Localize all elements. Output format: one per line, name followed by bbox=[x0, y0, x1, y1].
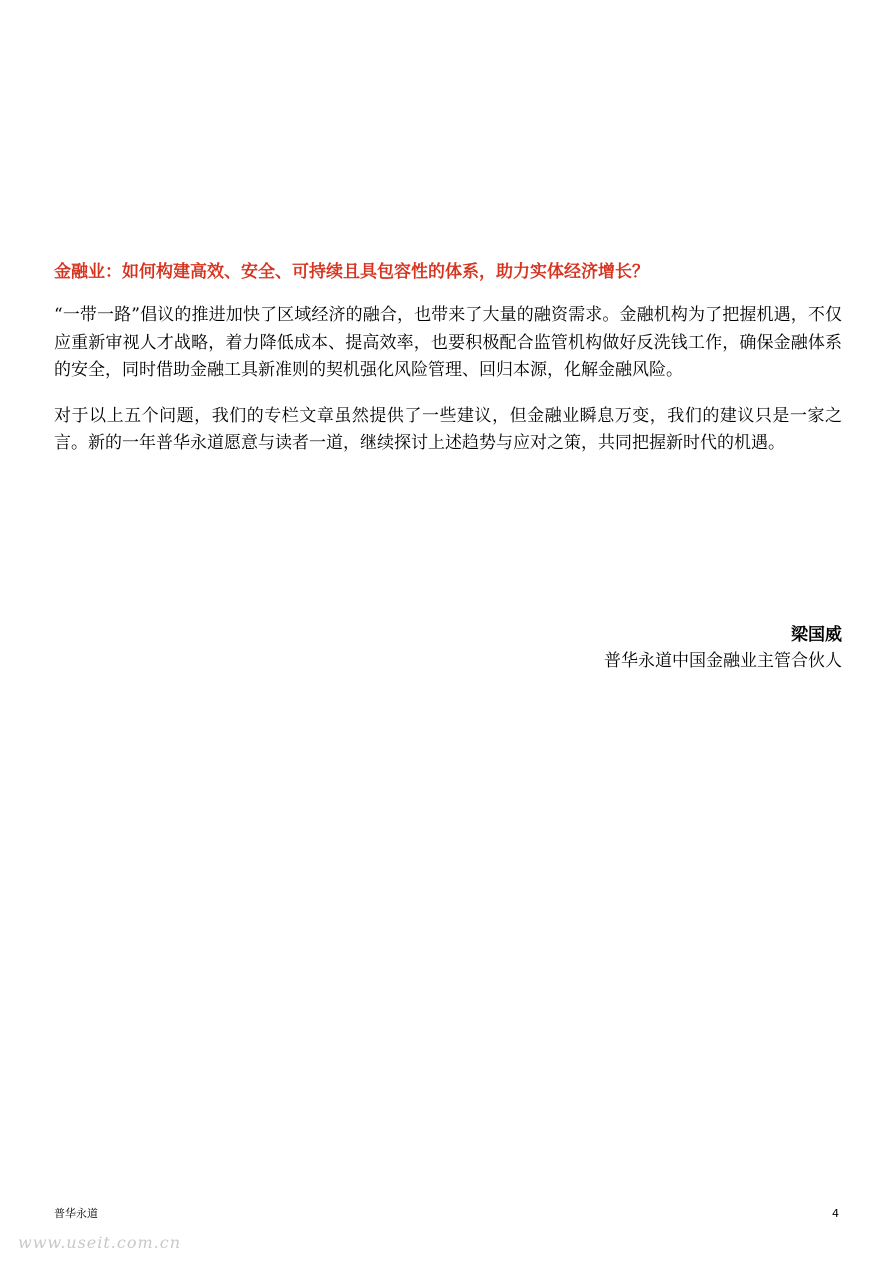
paragraph-belt-road: “一带一路”倡议的推进加快了区域经济的融合，也带来了大量的融资需求。金融机构为了把握机遇，不仅应重新审视人才战略，着力降低成本、提高效率，也要积极配合监管机构做好反洗钱工作，确保金融体系的安全，同时借助金融工具新准则的契机强化风险管理、回归本源，化解金融风险。 bbox=[54, 305, 842, 380]
signature-title: 普华永道中国金融业主管合伙人 bbox=[604, 651, 842, 671]
watermark-text: www.useit.com.cn bbox=[18, 1233, 182, 1252]
paragraph-conclusion: 对于以上五个问题，我们的专栏文章虽然提供了一些建议，但金融业瞬息万变，我们的建议只是一家之言。新的一年普华永道愿意与读者一道，继续探讨上述趋势与应对之策，共同把握新时代的机遇。 bbox=[54, 405, 842, 453]
page-number: 4 bbox=[832, 1207, 839, 1220]
footer-brand: 普华永道 bbox=[54, 1207, 98, 1220]
article-body bbox=[54, 258, 842, 476]
section-heading: 金融业：如何构建高效、安全、可持续且具包容性的体系，助力实体经济增长？ bbox=[54, 262, 649, 282]
signature-block bbox=[604, 622, 842, 674]
signature-name: 梁国威 bbox=[791, 625, 842, 645]
